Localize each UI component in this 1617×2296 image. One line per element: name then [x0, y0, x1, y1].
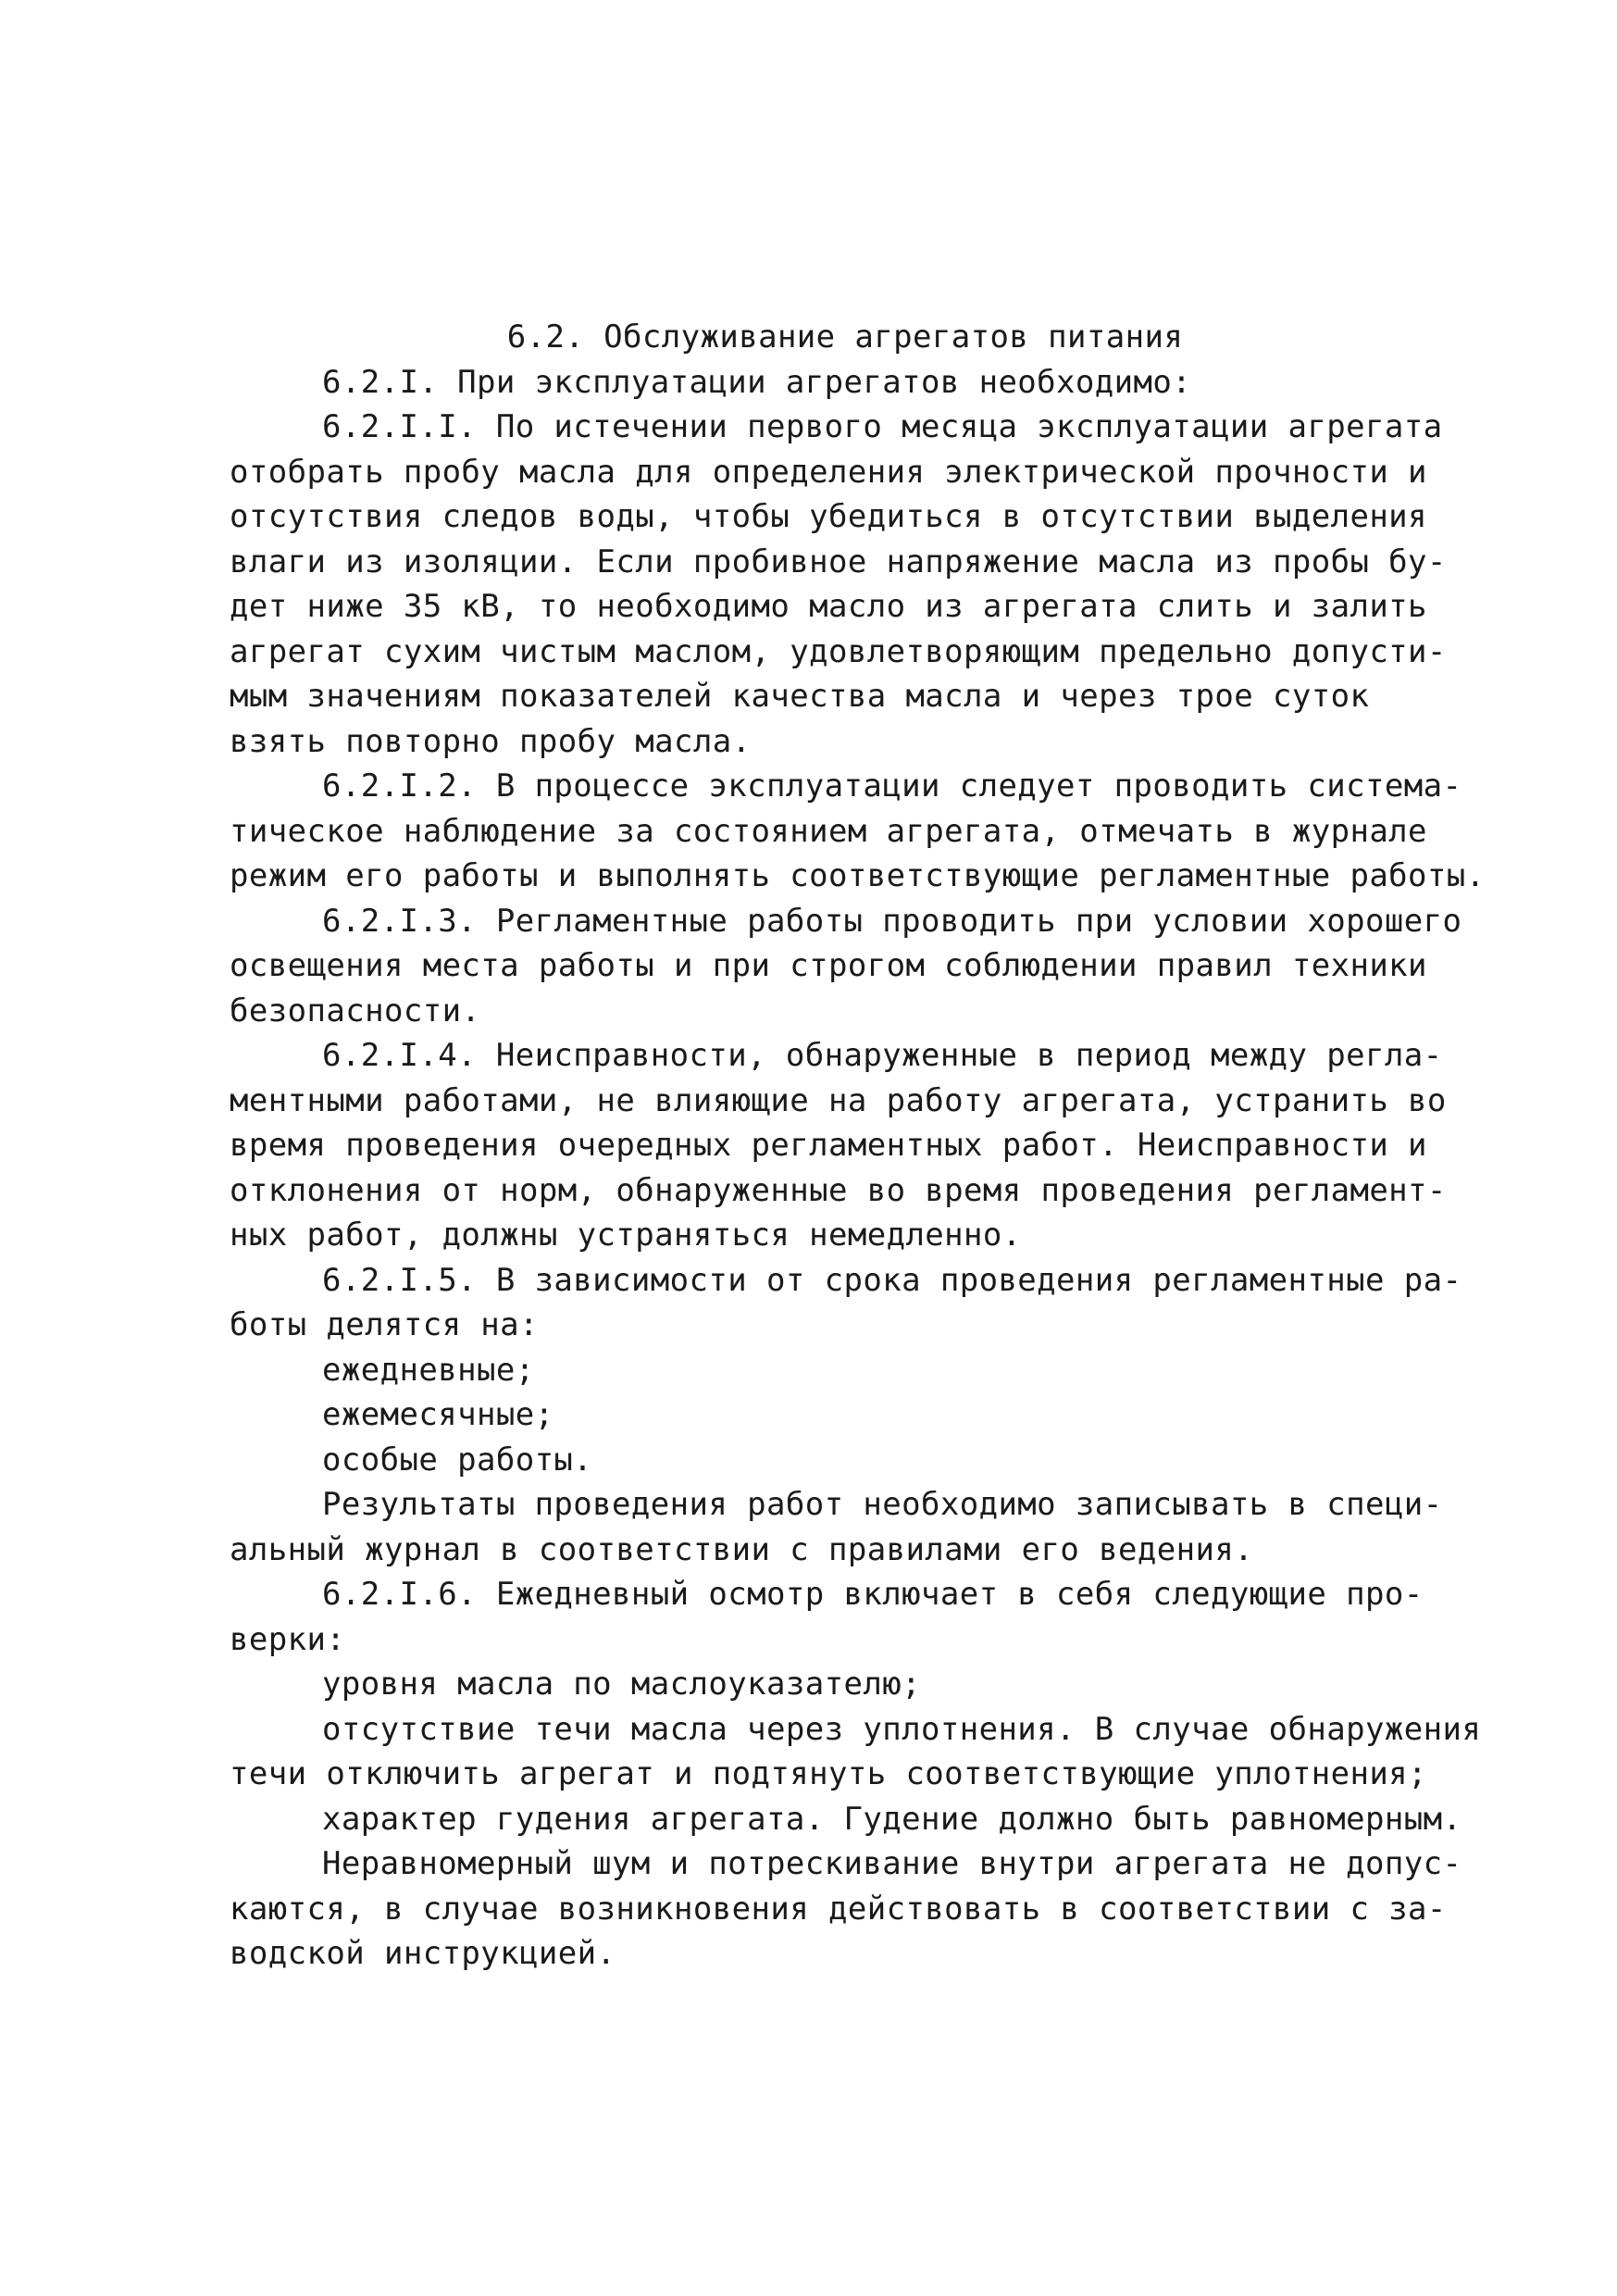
text-line: освещения места работы и при строгом соблюдении правил техники — [230, 947, 1427, 984]
text-line: водской инструкцией. — [230, 1935, 616, 1972]
text-line: время проведения очередных регламентных работ. Неисправности и — [230, 1127, 1427, 1164]
text-line: альный журнал в соответствии с правилами его ведения. — [230, 1530, 1254, 1568]
text-line: ежедневные; — [322, 1351, 535, 1389]
text-line: ных работ, должны устраняться немедленно. — [230, 1217, 1022, 1254]
text-line: дет ниже 35 кВ, то необходимо масло из агрегата слить и залить — [230, 588, 1427, 625]
text-line: взять повторно пробу масла. — [230, 722, 752, 760]
text-line: верки: — [230, 1620, 346, 1658]
text-line: уровня масла по маслоуказателю; — [322, 1666, 921, 1703]
text-line: безопасности. — [230, 992, 481, 1029]
text-line: влаги из изоляции. Если пробивное напряжение масла из пробы бу- — [230, 543, 1447, 580]
text-line: боты делятся на: — [230, 1306, 539, 1343]
text-line: 6.2.I. При эксплуатации агрегатов необходимо: — [322, 363, 1192, 401]
text-line: особые работы. — [322, 1441, 593, 1479]
text-line: ментными работами, не влияющие на работу агрегата, устранить во — [230, 1081, 1447, 1119]
text-line: агрегат сухим чистым маслом, удовлетворяющим предельно допусти- — [230, 632, 1447, 670]
text-line: 6.2.I.2. В процессе эксплуатации следует проводить система- — [322, 767, 1462, 805]
text-line: течи отключить агрегат и подтянуть соответствующие уплотнения; — [230, 1755, 1427, 1792]
text-line: отсутствие течи масла через уплотнения. В случае обнаружения — [322, 1710, 1482, 1748]
text-line: 6.2.I.6. Ежедневный осмотр включает в себя следующие про- — [322, 1576, 1424, 1613]
text-line: режим его работы и выполнять соответствующие регламентные работы. — [230, 857, 1486, 894]
text-line: Результаты проведения работ необходимо записывать в специ- — [322, 1486, 1443, 1523]
text-line: отсутствия следов воды, чтобы убедиться в отсутствии выделения — [230, 498, 1427, 535]
text-line: каются, в случае возникновения действовать в соответствии с за- — [230, 1890, 1447, 1928]
text-line: 6.2.I.3. Регламентные работы проводить при условии хорошего — [322, 902, 1462, 940]
text-line: мым значениям показателей качества масла и через трое суток — [230, 678, 1370, 715]
section-heading: 6.2. Обслуживание агрегатов питания — [506, 318, 1184, 356]
text-line: 6.2.I.I. По истечении первого месяца эксплуатации агрегата — [322, 408, 1443, 445]
text-line: ежемесячные; — [322, 1396, 554, 1433]
document-lines — [230, 360, 1486, 1977]
text-line: тическое наблюдение за состоянием агрегата, отмечать в журнале — [230, 812, 1427, 850]
text-line: отобрать пробу масла для определения электрической прочности и — [230, 453, 1427, 491]
text-line: 6.2.I.5. В зависимости от срока проведения регламентные ра- — [322, 1261, 1462, 1299]
text-line: характер гудения агрегата. Гудение должно быть равномерным. — [322, 1800, 1462, 1838]
text-line: 6.2.I.4. Неисправности, обнаруженные в период между регла- — [322, 1037, 1443, 1074]
text-line: отклонения от норм, обнаруженные во время проведения регламент- — [230, 1171, 1447, 1209]
document-body — [230, 315, 1486, 1977]
text-line: Неравномерный шум и потрескивание внутри агрегата не допус- — [322, 1845, 1462, 1882]
